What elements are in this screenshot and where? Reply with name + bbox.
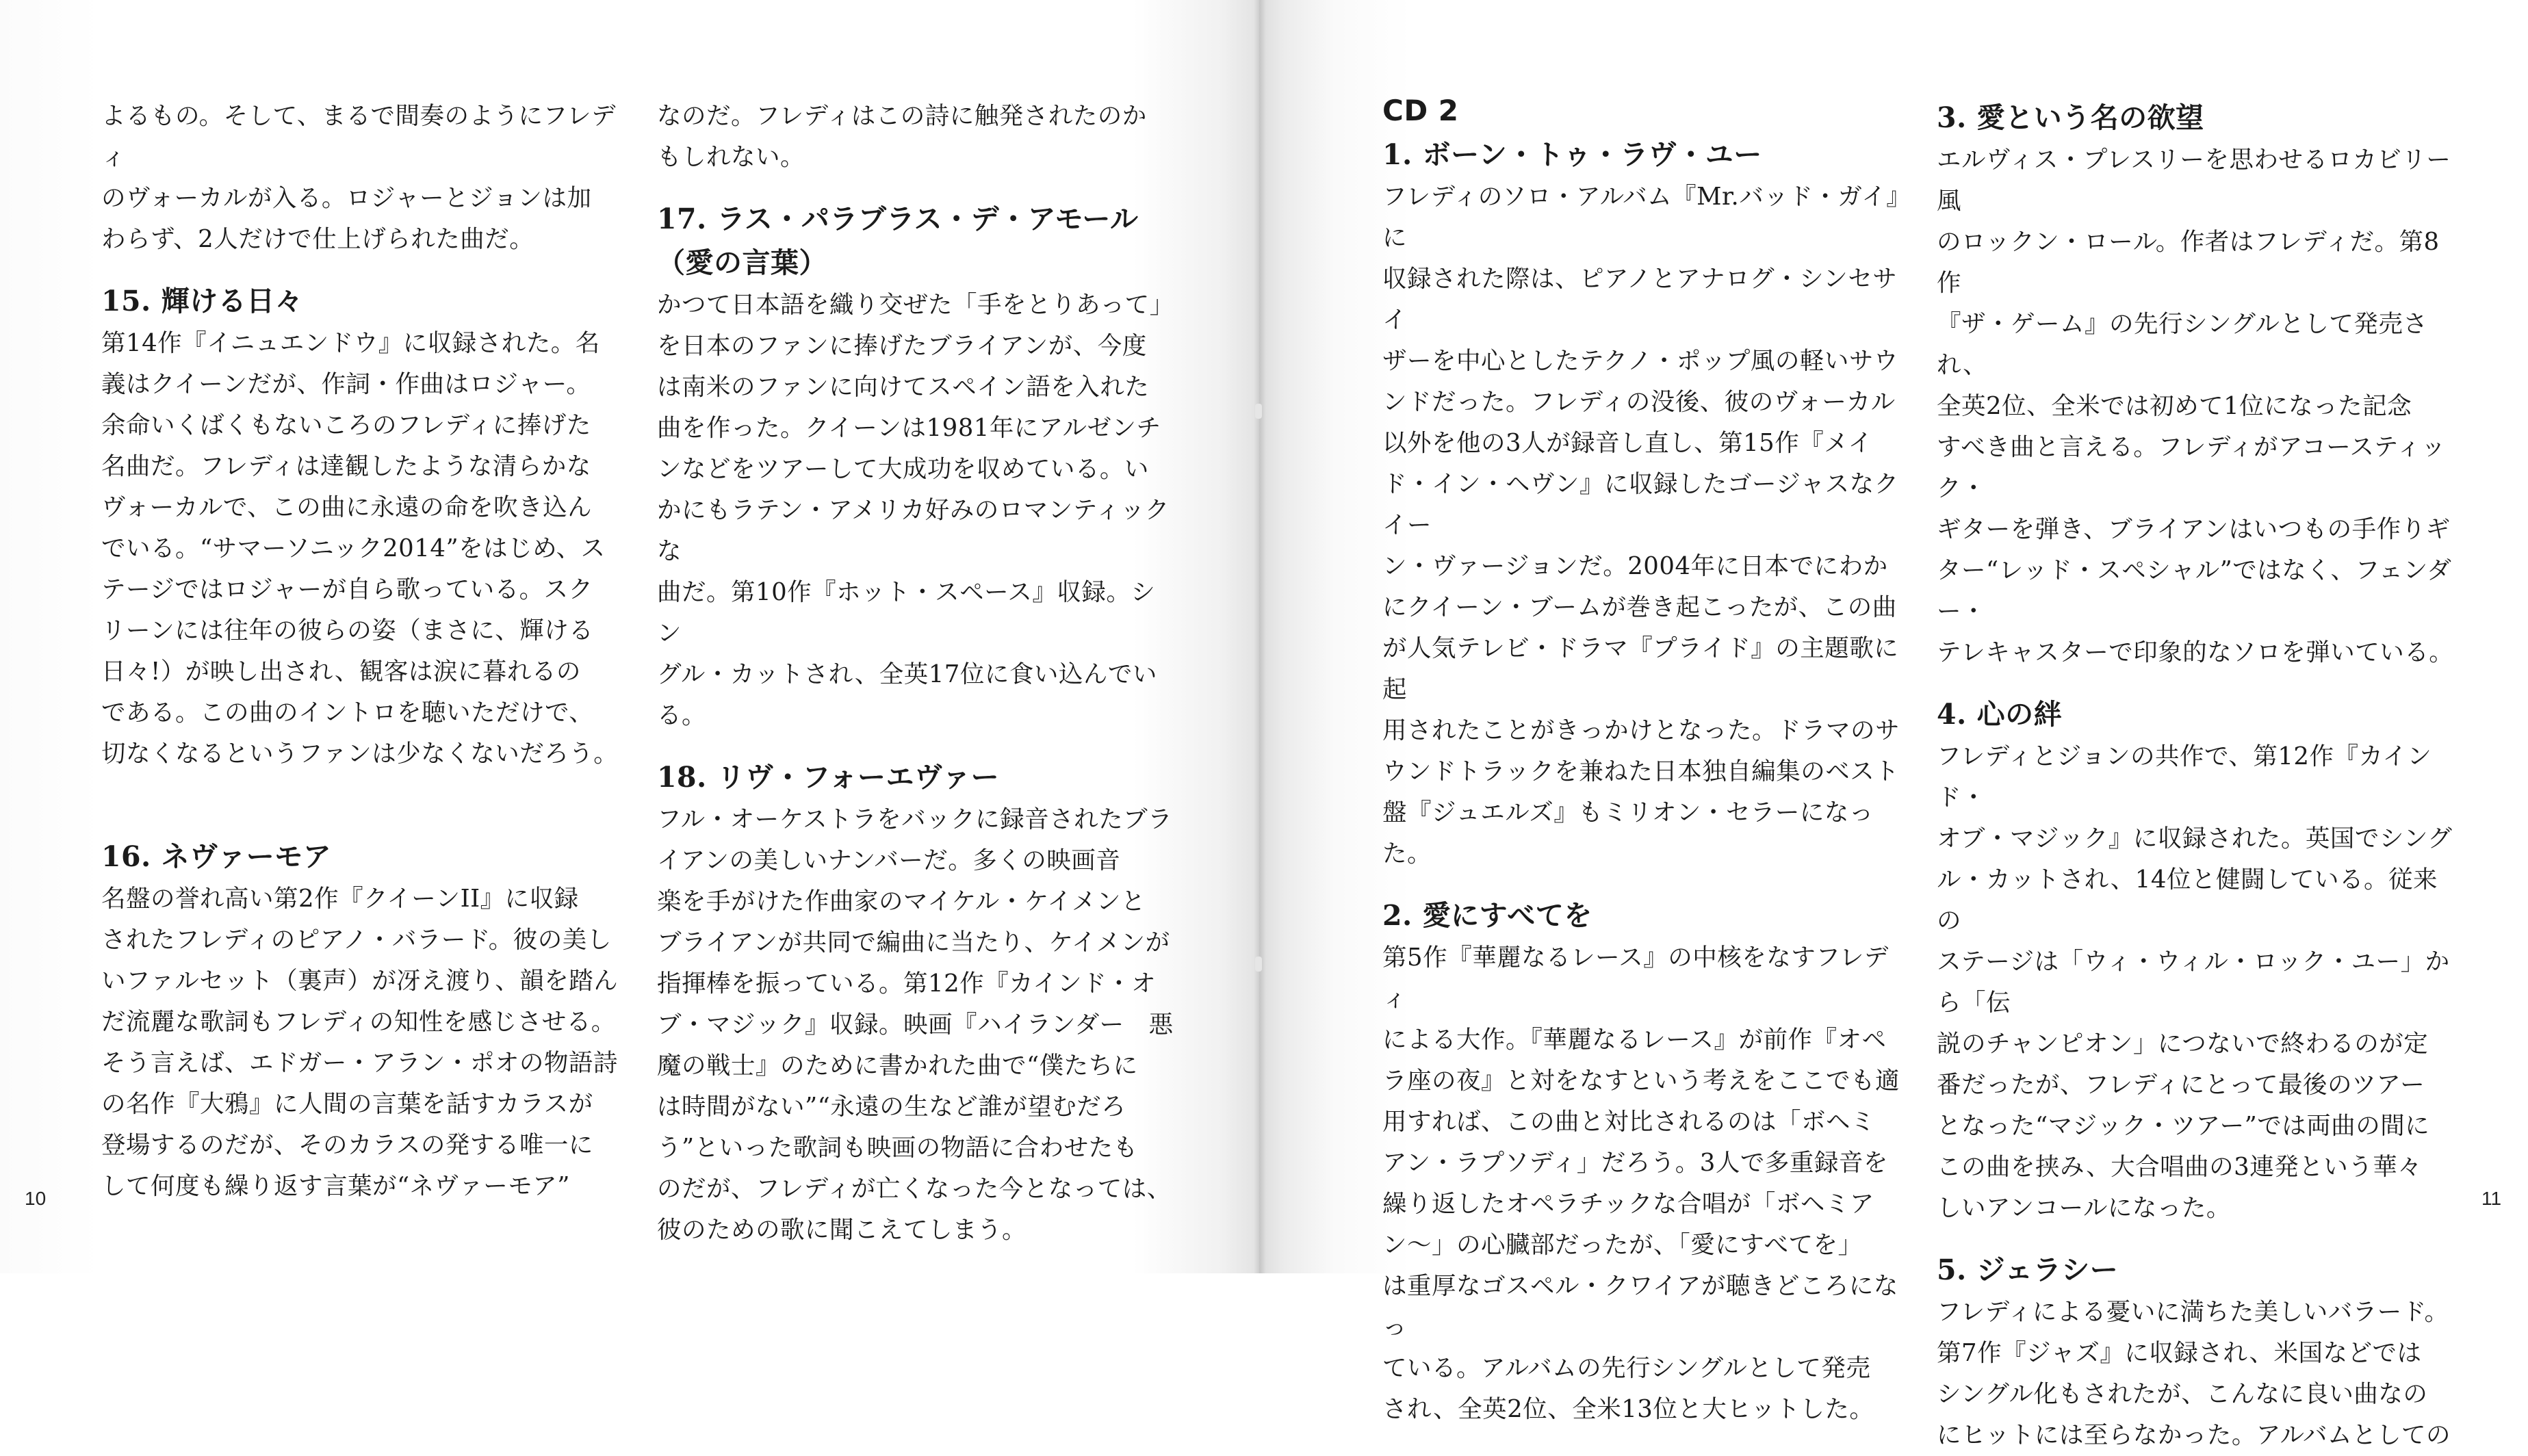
cd2-track-4-body: フレディとジョンの共作で、第12作『カインド・ オブ・マジック』に収録された。英国でシング ル・カットされ、14位と健闘している。従来の ステージは「ウィ・ウィル・ロック・ユー」から「伝 説のチャンピオン」につないで終わるのが定 番だったが、フレディにとって最後のツアー となった“マジック・ツアー”では両曲の間に この曲を挟み、大合唱曲の3連発という華々 しいアンコールになった。: [1937, 742, 2453, 1222]
page-number-left: 10: [25, 1188, 47, 1209]
left-page: [0, 0, 1259, 1273]
cd2-track-2-title: 2. 愛にすべてを: [1382, 899, 1592, 932]
left-column-2: [657, 96, 1177, 1251]
cd2-track-3-title: 3. 愛という名の欲望: [1937, 101, 2204, 134]
cd2-track-5-body: フレディによる憂いに満ちた美しいバラード。 第7作『ジャズ』に収録され、米国などでは シングル化もされたが、こんなに良い曲なの にヒットには至らなかった。アルバムとしての: [1937, 1298, 2451, 1449]
cd2-track-2-body: 第5作『華麗なるレース』の中核をなすフレディ による大作。『華麗なるレース』が前作『オペ ラ座の夜』と対をなすという考えをここでも適 用すれば、この曲と対比されるのは「ボヘミ アン・ラプソディ」だろう。3人で多重録音を 繰り返したオペラチックな合唱が「ボヘミア ン〜」の心臓部だったが、「愛にすべてを」 は重厚なゴスペル・クワイアが聴きどころになっ ている。アルバムの先行シングルとして発売 され、全英2位、全米13位と大ヒットした。: [1382, 944, 1900, 1423]
section-15-title: 15. 輝ける日々: [101, 285, 304, 317]
cd2-track-4-title: 4. 心の絆: [1937, 698, 2063, 731]
section-17-body: かつて日本語を織り交ぜた「手をとりあって」 を日本のファンに捧げたブライアンが、今度 は南米のファンに向けてスペイン語を入れた 曲を作った。クイーンは1981年にアルゼンチ ンなどをツアーして大成功を収めている。い かにもラテン・アメリカ好みのロマンティックな 曲だ。第10作『ホット・スペース』収録。シン グル・カットされ、全英17位に食い込んでいる。: [657, 291, 1174, 729]
section-18-title: 18. リヴ・フォーエヴァー: [657, 761, 1000, 794]
column2-intro: なのだ。フレディはこの詩に触発されたのか もしれない。: [657, 102, 1147, 171]
page-number-right: 11: [2481, 1188, 2502, 1209]
right-column-4: [1937, 96, 2457, 1456]
cd2-track-1-title: 1. ボーン・トゥ・ラヴ・ユー: [1382, 138, 1762, 171]
cd2-track-1-body: フレディのソロ・アルバム『Mr.バッド・ガイ』に 収録された際は、ピアノとアナログ・シンセサイ ザーを中心としたテクノ・ポップ風の軽いサウ ンドだった。フレディの没後、彼のヴォーカル 以外を他の3人が録音し直し、第15作『メイ ド・イン・ヘヴン』に収録したゴージャスなクイー ン・ヴァージョンだ。2004年に日本でにわか にクイーン・ブームが巻き起こったが、この曲 が人気テレビ・ドラマ『プライド』の主題歌に起 用されたことがきっかけとなった。ドラマのサ ウンドトラックを兼ねた日本独自編集のベスト 盤『ジュエルズ』もミリオン・セラーになった。: [1382, 183, 1900, 868]
column1-intro: よるもの。そして、まるで間奏のようにフレディ のヴォーカルが入る。ロジャーとジョンは加 わらず、2人だけで仕上げられた曲だ。: [101, 102, 617, 253]
book-gutter: [1254, 0, 1266, 1273]
staple-mark-top: [1255, 404, 1262, 419]
disc-label: CD 2: [1382, 94, 1459, 127]
section-16-title: 16. ネヴァーモア: [101, 840, 332, 873]
cd2-track-5-title: 5. ジェラシー: [1937, 1253, 2119, 1286]
section-15-body: 第14作『イニュエンドウ』に収録された。名 義はクイーンだが、作詞・作曲はロジャー。 余命いくばくもないころのフレディに捧げた 名曲だ。フレディは達観したような清らかな ヴォーカルで、この曲に永遠の命を吹き込ん でいる。“サマーソニック2014”をはじめ、ス テージではロジャーが自ら歌っている。スク リーンには往年の彼らの姿（まさに、輝ける 日々!）が映し出され、観客は涙に暮れるの である。この曲のイントロを聴いただけで、 切なくなるというファンは少なくないだろう。: [101, 329, 619, 768]
right-column-3: [1382, 89, 1903, 1430]
staple-mark-bottom: [1255, 957, 1262, 972]
section-16-body: 名盤の誉れ高い第2作『クイーンII』に収録 されたフレディのピアノ・バラード。彼の美し いファルセット（裏声）が冴え渡り、韻を踏ん だ流麗な歌詞もフレディの知性を感じさせる。 そう言えば、エドガー・アラン・ポオの物語詩 の名作『大鴉』に人間の言葉を話すカラスが 登場するのだが、そのカラスの発する唯一に して何度も繰り返す言葉が“ネヴァーモア”: [101, 885, 619, 1200]
section-18-body: フル・オーケストラをバックに録音されたブラ イアンの美しいナンバーだ。多くの映画音 楽を手がけた作曲家のマイケル・ケイメンと ブライアンが共同で編曲に当たり、ケイメンが 指揮棒を振っている。第12作『カインド・オ ブ・マジック』収録。映画『ハイランダー 悪 魔の戦士』のために書かれた曲で“僕たちに は時間がない”“永遠の生など誰が望むだろ う”といった歌詞も映画の物語に合わせたも のだが、フレディが亡くなった今となっては、 彼のための歌に聞こえてしまう。: [657, 805, 1174, 1244]
section-17-title: 17. ラス・パラブラス・デ・アモール （愛の言葉）: [657, 203, 1139, 279]
left-column-1: [101, 96, 621, 1207]
cd2-track-3-body: エルヴィス・プレスリーを思わせるロカビリー風 のロックン・ロール。作者はフレディだ。第8作 『ザ・ゲーム』の先行シングルとして発売され、 全英2位、全米では初めて1位になった記念 すべき曲と言える。フレディがアコースティック・ ギターを弾き、ブライアンはいつもの手作りギ ター“レッド・スペシャル”ではなく、フェンダー・ テレキャスターで印象的なソロを弾いている。: [1937, 146, 2454, 666]
